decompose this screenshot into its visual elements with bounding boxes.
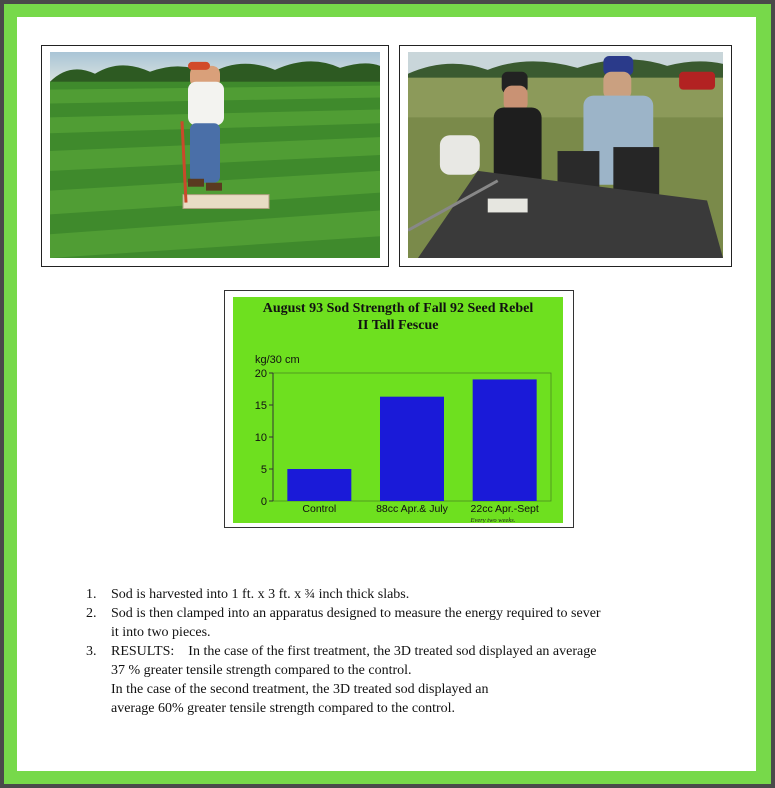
note-item-2 [86, 604, 736, 642]
x-tick-label: 88cc Apr.& July [376, 503, 448, 515]
photo-tensile-apparatus [399, 45, 732, 267]
y-tick-label: 5 [260, 464, 267, 476]
page-frame [4, 4, 771, 784]
y-tick-label: 20 [254, 368, 267, 380]
note-item-1 [86, 585, 736, 604]
note-text: In the case of the second treatment, the 3D treated sod displayed an [111, 682, 489, 697]
x-tick-label: 22cc Apr.-Sept [470, 503, 539, 515]
note-number: 1. [86, 587, 97, 602]
chart-title-line-1: August 93 Sod Strength of Fall 92 Seed Rebel [262, 301, 534, 316]
note-text: Sod is harvested into 1 ft. x 3 ft. x ¾ inch thick slabs. [111, 587, 410, 602]
photo-sod-cutting [41, 45, 389, 267]
chart-annotation: Every two weeks. [470, 517, 516, 523]
note-number: 3. [86, 644, 97, 659]
y-tick-label: 15 [254, 400, 267, 412]
lawn-photo-illustration [50, 52, 380, 258]
chart-area [233, 297, 563, 523]
procedure-notes [86, 585, 736, 718]
note-text: Sod is then clamped into an apparatus designed to measure the energy required to sever [111, 606, 601, 621]
y-tick-label: 0 [260, 496, 267, 508]
note-number: 2. [86, 606, 97, 621]
note-text: RESULTS: In the case of the first treatment, the 3D treated sod displayed an average [111, 644, 597, 659]
note-text: it into two pieces. [111, 625, 211, 640]
bar [287, 469, 351, 501]
apparatus-photo-illustration [408, 52, 723, 258]
bar-chart-svg [233, 297, 563, 523]
document-panel [17, 17, 756, 771]
sod-strength-chart [224, 290, 574, 528]
x-tick-label: Control [302, 503, 337, 515]
y-axis-label: kg/30 cm [255, 354, 300, 366]
chart-title-line-2: II Tall Fescue [357, 318, 439, 333]
bar [380, 397, 444, 501]
note-text: average 60% greater tensile strength compared to the control. [111, 701, 456, 716]
note-text: 37 % greater tensile strength compared to the control. [111, 663, 412, 678]
y-tick-label: 10 [254, 432, 267, 444]
note-item-3 [86, 642, 736, 718]
bar [473, 379, 537, 501]
